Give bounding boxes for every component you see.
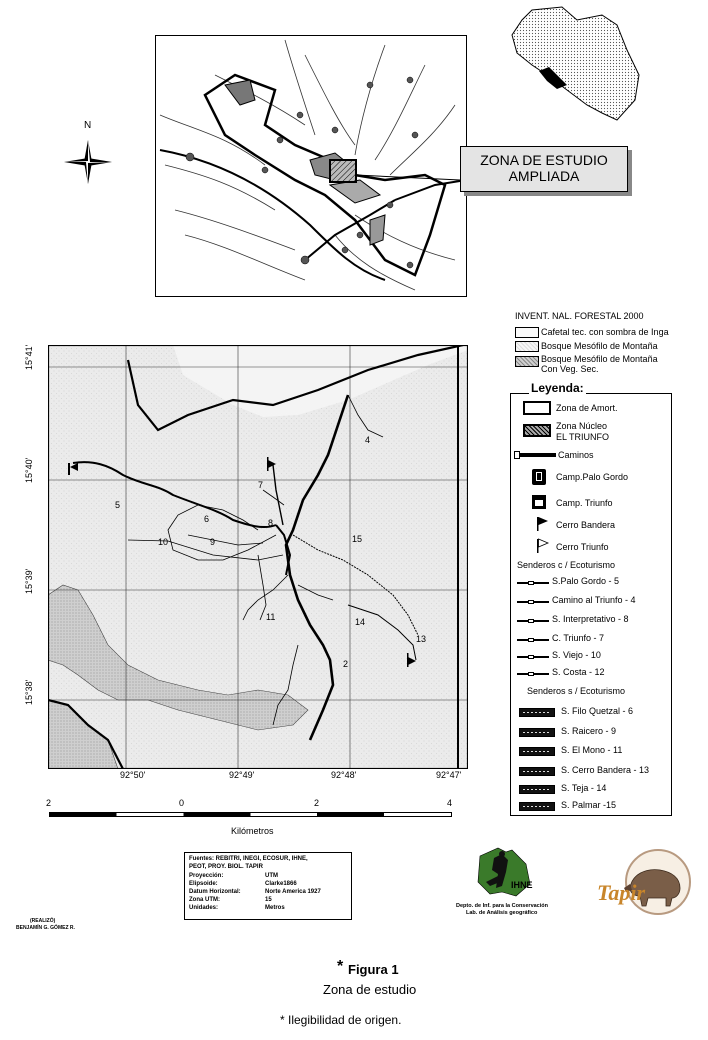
sources-box [184,852,352,920]
scale-tick-zero: 0 [179,798,185,808]
lon-label-3: 92°48' [331,770,357,780]
scale-tick-left: 2 [46,798,52,808]
legend-title: Leyenda: [531,381,584,395]
callout-line-1: ZONA DE ESTUDIO [480,152,608,168]
ihne-label: IHNE [511,880,533,890]
swatch-zone-amort [523,401,551,415]
cerro-bandera-flag-icon [536,516,550,532]
sources-label-proj: Proyección: [189,872,224,879]
sources-value-datum: Norte America 1927 [265,888,321,895]
scale-unit-label: Kilómetros [231,826,274,836]
sources-value-ellip: Clarke1866 [265,880,297,887]
legend-cafetal: Cafetal tec. con sombra de Inga [541,327,669,337]
legend-trail-noeco-4: S. Cerro Bandera - 13 [561,765,650,775]
camp-triunfo-icon [532,495,546,509]
trail-label-14: 14 [355,617,366,627]
trail-label-10: 10 [158,537,169,547]
study-zone-callout [460,146,628,192]
trail-label-6: 6 [204,514,210,524]
legend-zone-amort: Zona de Amort. [556,403,618,413]
legend-camp-triunfo: Camp. Triunfo [556,498,613,508]
compass-rose-icon [60,132,116,192]
study-area-map [48,345,468,769]
sources-label-datum: Datum Horizontal: [189,888,241,895]
legend-trail-noeco-5: S. Teja - 14 [561,783,607,793]
trail-label-2: 2 [343,659,349,669]
lon-label-1: 92°50' [120,770,146,780]
caption-subtitle: Zona de estudio [323,982,417,997]
legend-mesofilo-sec-2: Con Veg. Sec. [541,364,599,374]
lat-label-4: 15°38' [24,679,34,705]
legend-trail-eco-3: S. Interpretativo - 8 [552,614,629,624]
trail-label-8: 8 [268,518,274,528]
compass-north-label: N [84,120,92,131]
legend-camp-palo-gordo: Camp.Palo Gordo [556,472,629,482]
trail-label-15: 15 [352,534,363,544]
legend-roads: Caminos [558,450,594,460]
state-locator-map [507,5,647,130]
sources-line-1: Fuentes: REBITRI, INEGI, ECOSUR, IHNE, [189,856,308,862]
cerro-triunfo-flag-icon [536,538,550,554]
trail-label-5: 5 [115,500,121,510]
realizo-line-1: (REALIZÓ) [30,918,56,924]
caption-star: * [337,958,344,975]
trail-eco-symbol-end [528,672,534,676]
trail-noeco-symbol [519,708,555,717]
sources-label-zone: Zona UTM: [189,896,220,903]
trail-noeco-symbol [519,728,555,737]
legend-trail-noeco-3: S. El Mono - 11 [561,745,623,755]
trail-eco-symbol-end [528,619,534,623]
callout-line-2: AMPLIADA [508,168,580,184]
scale-bar [49,812,452,817]
trail-eco-symbol-end [528,638,534,642]
caption-figure: Figura 1 [348,962,399,977]
roads-symbol [514,453,556,457]
sources-value-proj: UTM [265,872,278,879]
sources-line-2: PEOT, PROY. BIOL. TAPIR [189,864,263,871]
trail-eco-symbol-end [528,655,534,659]
regional-inset-map [155,35,467,297]
legend-trail-eco-2: Camino al Triunfo - 4 [552,595,636,605]
lon-label-4: 92°47' [436,770,462,780]
trail-label-9: 9 [210,537,216,547]
realizo-line-2: BENJAMÍN G. GÓMEZ R. [16,925,75,931]
caption-note: * Ilegibilidad de origen. [280,1013,402,1027]
legend-trail-noeco-1: S. Filo Quetzal - 6 [561,706,634,716]
legend-cerro-triunfo: Cerro Triunfo [556,542,609,552]
legend-cerro-bandera: Cerro Bandera [556,520,616,530]
swatch-mesofilo-sec [515,356,539,367]
trail-noeco-symbol [519,747,555,756]
lat-label-1: 15°41' [24,344,34,370]
trail-label-4: 4 [365,435,371,445]
trail-label-7: 7 [258,480,264,490]
lat-label-3: 15°39' [24,568,34,594]
legend-mesofilo-sec-1: Bosque Mesófilo de Montaña [541,354,658,364]
legend-zone-core-1: Zona Núcleo [556,421,608,431]
scale-tick-2: 2 [314,798,320,808]
sources-value-zone: 15 [265,896,272,903]
trail-label-13: 13 [416,634,427,644]
swatch-mesofilo [515,341,539,352]
lon-label-2: 92°49' [229,770,255,780]
sources-value-units: Metros [265,904,285,911]
legend-mesofilo: Bosque Mesófilo de Montaña [541,341,658,351]
legend-trail-eco-5: S. Viejo - 10 [552,650,601,660]
ihne-logo [472,842,534,900]
roads-symbol-end [514,451,520,459]
trail-eco-symbol-end [528,581,534,585]
legend-trails-eco-title: Senderos c / Ecoturismo [517,560,616,570]
swatch-zone-core [523,424,551,437]
trail-noeco-symbol [519,802,555,811]
inventory-title: INVENT. NAL. FORESTAL 2000 [515,311,644,321]
trail-noeco-symbol [519,767,555,776]
lat-label-2: 15°40' [24,457,34,483]
legend-trail-eco-4: C. Triunfo - 7 [552,633,605,643]
ihne-line-1: Depto. de Inf. para la Conservación [456,903,548,909]
scale-tick-4: 4 [447,798,453,808]
tapir-label: Tapir [597,880,646,905]
legend-trails-noeco-title: Senderos s / Ecoturismo [527,686,626,696]
legend-trail-noeco-6: S. Palmar -15 [561,800,617,810]
ihne-line-2: Lab. de Análisis geográfico [466,910,538,916]
trail-noeco-symbol [519,785,555,794]
swatch-cafetal [515,327,539,338]
sources-label-units: Unidades: [189,904,219,911]
legend-trail-eco-6: S. Costa - 12 [552,667,605,677]
legend-trail-eco-1: S.Palo Gordo - 5 [552,576,620,586]
trail-eco-symbol-end [528,600,534,604]
camp-palo-gordo-icon [532,469,546,485]
legend-trail-noeco-2: S. Raicero - 9 [561,726,617,736]
sources-label-ellip: Elipsoide: [189,880,218,887]
legend-zone-core-2: EL TRIUNFO [556,432,610,442]
trail-label-11: 11 [266,612,276,622]
